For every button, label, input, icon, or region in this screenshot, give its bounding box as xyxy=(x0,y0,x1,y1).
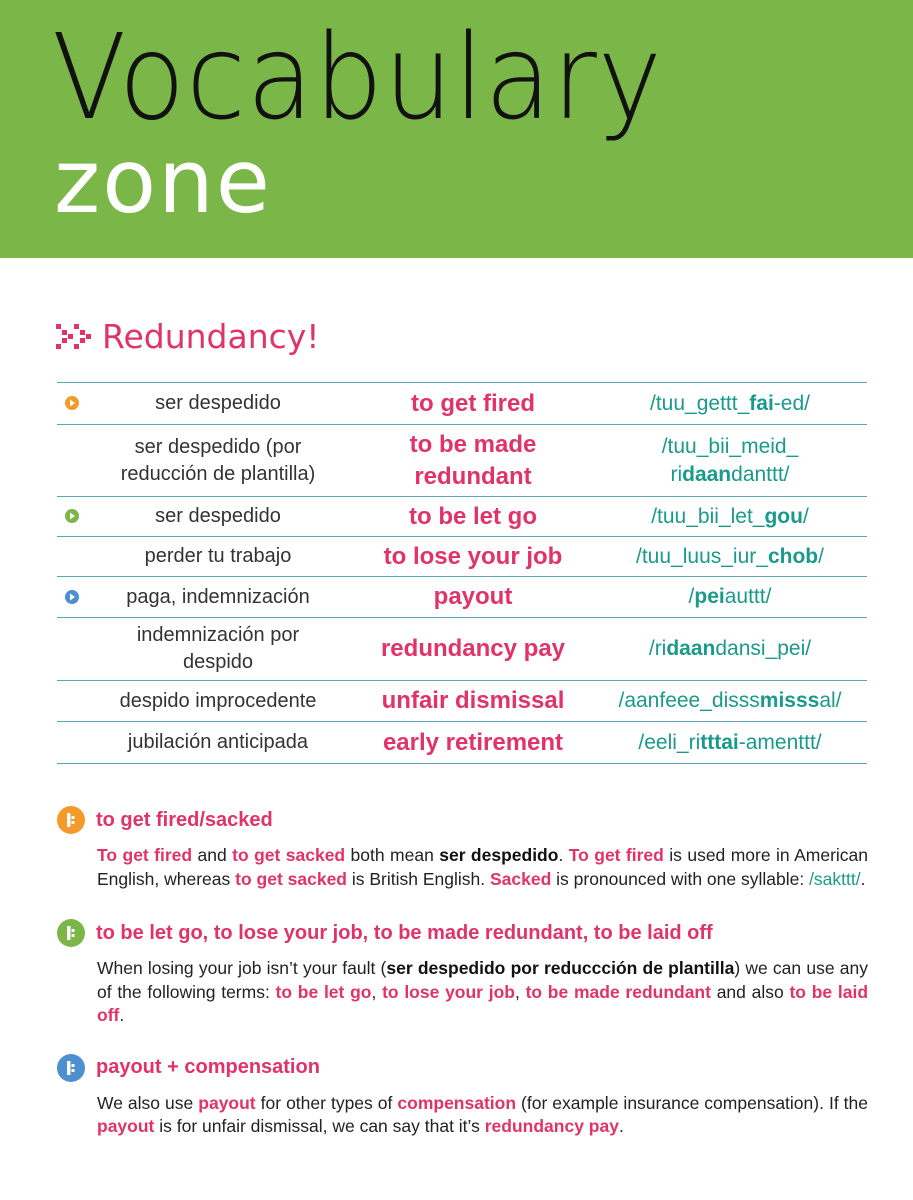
row-marker-cell xyxy=(57,618,83,681)
keyword: To get fired xyxy=(568,845,664,865)
section-title: Redundancy! xyxy=(102,316,320,356)
play-circle-icon xyxy=(64,508,80,524)
english-term xyxy=(353,618,593,681)
pronunciation-segment: /eeli_ri xyxy=(638,730,701,754)
spanish-term-line: jubilación anticipada xyxy=(127,731,309,753)
note-bullet-icon xyxy=(56,918,86,948)
vocab-row xyxy=(57,497,867,537)
row-marker-cell xyxy=(57,722,83,764)
pronunciation-segment: / xyxy=(818,544,824,568)
pronunciation xyxy=(593,681,867,722)
note-title: payout + compensation xyxy=(96,1056,320,1078)
text-segment: . xyxy=(119,1005,125,1025)
pronunciation-segment: / xyxy=(802,504,809,528)
pronunciation-segment: dansi_pei/ xyxy=(715,637,812,660)
spanish-term-line: indemnización por xyxy=(136,624,300,646)
stressed-syllable: fai xyxy=(749,391,774,415)
text-segment: and also xyxy=(710,981,790,1002)
pronunciation-segment: ri xyxy=(670,462,683,486)
note-header xyxy=(56,913,868,953)
text-segment: When losing your job isn’t your fault ( xyxy=(97,958,387,978)
note-bullet-icon xyxy=(56,1053,86,1083)
english-term xyxy=(353,425,593,497)
pronunciation-segment: danttt/ xyxy=(731,462,790,486)
keyword: Sacked xyxy=(489,868,552,889)
spanish-term xyxy=(83,722,353,764)
pronunciation-segment: /tuu_gettt_ xyxy=(650,391,750,415)
text-segment: both mean xyxy=(345,845,440,865)
spanish-term xyxy=(83,577,353,618)
row-marker-cell xyxy=(57,497,83,537)
pronunciation xyxy=(593,497,867,537)
text-segment: for other types of xyxy=(255,1092,398,1113)
row-marker-cell xyxy=(57,681,83,722)
pronunciation-segment: /ri xyxy=(648,637,667,660)
keyword: to be laid off xyxy=(97,981,869,1025)
note-body xyxy=(97,957,868,1028)
pronunciation-segment: -amenttt/ xyxy=(738,730,822,754)
spanish-term xyxy=(83,425,353,497)
keyword: redundancy pay xyxy=(484,1116,619,1136)
play-circle-icon xyxy=(64,395,80,411)
keyword: payout xyxy=(97,1116,155,1136)
text-segment: is pronounced with one syllable: xyxy=(551,868,810,889)
english-term-line: redundancy pay xyxy=(380,635,566,662)
spanish-term-line: perder tu trabajo xyxy=(144,545,292,567)
text-segment: . xyxy=(860,868,866,889)
text-segment: and xyxy=(192,845,233,865)
vocab-row xyxy=(57,537,867,577)
spanish-term xyxy=(83,537,353,577)
stressed-syllable: chob xyxy=(767,544,819,568)
banner-subtitle: zone xyxy=(54,130,272,233)
spanish-term-line: despido improcedente xyxy=(119,689,317,712)
row-marker-cell xyxy=(57,425,83,497)
text-segment: , xyxy=(371,981,383,1002)
pronunciation-segment: /tuu_bii_let_ xyxy=(651,504,765,528)
spanish-term xyxy=(83,497,353,537)
pronunciation-segment: -ed/ xyxy=(773,391,810,415)
pronunciation-inline: /sakttt/ xyxy=(809,868,861,889)
pronunciation-segment: /tuu_bii_meid_ xyxy=(661,434,799,458)
stressed-syllable: gou xyxy=(764,504,803,528)
spanish-translation: ser despedido por reduccción de plantilla xyxy=(386,958,735,978)
english-term xyxy=(353,722,593,764)
pronunciation xyxy=(593,383,867,425)
pronunciation-segment: /aanfeee_disss xyxy=(618,689,760,712)
note-block xyxy=(56,1048,868,1139)
spanish-term-line: reducción de plantilla) xyxy=(120,462,316,485)
vocab-row xyxy=(57,618,867,681)
spanish-term xyxy=(83,618,353,681)
spanish-term-line: ser despedido xyxy=(155,392,281,414)
spanish-term xyxy=(83,681,353,722)
english-term-line: payout xyxy=(433,583,513,610)
english-term-line: redundant xyxy=(414,462,532,490)
banner-title: Vocabulary xyxy=(52,8,663,146)
english-term-line: unfair dismissal xyxy=(381,687,565,714)
note-block xyxy=(56,800,868,891)
spanish-term-line: ser despedido (por xyxy=(134,435,302,458)
note-bullet-icon xyxy=(56,805,86,835)
pronunciation-segment: /tuu_luus_iur_ xyxy=(636,544,768,568)
note-title: to get fired/sacked xyxy=(96,808,273,831)
keyword: to be made redundant xyxy=(525,981,711,1002)
keyword: to lose your job xyxy=(382,981,515,1002)
row-marker-cell xyxy=(57,577,83,618)
double-chevron-icon xyxy=(56,321,94,351)
note-header xyxy=(56,800,868,840)
english-term xyxy=(353,681,593,722)
text-segment: is for unfair dismissal, we can say that it’s xyxy=(154,1116,485,1136)
spanish-translation: ser despedido xyxy=(439,845,559,865)
note-title: to be let go, to lose your job, to be made redundant, to be laid off xyxy=(96,921,713,944)
spanish-term xyxy=(83,383,353,425)
english-term-line: to lose your job xyxy=(383,542,563,570)
header-banner xyxy=(0,0,913,258)
text-segment: is British English. xyxy=(347,868,490,889)
pronunciation xyxy=(593,577,867,618)
pronunciation xyxy=(593,722,867,764)
english-term xyxy=(353,497,593,537)
spanish-term-line: ser despedido xyxy=(155,505,281,527)
english-term xyxy=(353,537,593,577)
spanish-term-line: despido xyxy=(182,651,254,673)
keyword: payout xyxy=(198,1092,256,1113)
vocab-row xyxy=(57,681,867,722)
stressed-syllable: misss xyxy=(759,689,820,712)
note-body xyxy=(97,1092,868,1139)
row-marker-cell xyxy=(57,383,83,425)
pronunciation xyxy=(593,618,867,681)
vocab-row xyxy=(57,577,867,618)
play-circle-icon xyxy=(64,589,80,605)
text-segment: (for example insurance compensation). If the xyxy=(516,1092,869,1113)
stressed-syllable: tttai xyxy=(700,730,739,754)
keyword: to get sacked xyxy=(235,868,347,889)
vocab-row xyxy=(57,383,867,425)
text-segment: We also use xyxy=(97,1092,199,1113)
pronunciation-segment: al/ xyxy=(819,689,842,712)
text-segment: . xyxy=(558,845,569,865)
english-term-line: to be made xyxy=(409,430,537,458)
english-term xyxy=(353,383,593,425)
spanish-term-line: paga, indemnización xyxy=(126,585,310,608)
pronunciation-segment: auttt/ xyxy=(724,585,772,608)
pronunciation xyxy=(593,425,867,497)
text-segment: , xyxy=(514,981,526,1002)
stressed-syllable: daan xyxy=(682,462,732,486)
english-term xyxy=(353,577,593,618)
english-term-line: to be let go xyxy=(409,502,537,530)
section-header xyxy=(56,312,320,360)
text-segment: ) we can use any of the following terms: xyxy=(97,958,868,1002)
vocabulary-table xyxy=(57,382,867,764)
note-header xyxy=(56,1048,868,1088)
pronunciation xyxy=(593,537,867,577)
english-term-line: to get fired xyxy=(411,389,535,417)
keyword: to get sacked xyxy=(232,845,346,865)
note-body xyxy=(97,844,868,891)
vocab-row xyxy=(57,425,867,497)
keyword: compensation xyxy=(397,1092,517,1113)
note-block xyxy=(56,913,868,1028)
row-marker-cell xyxy=(57,537,83,577)
stressed-syllable: pei xyxy=(694,585,725,608)
english-term-line: early retirement xyxy=(382,728,564,756)
stressed-syllable: daan xyxy=(666,637,716,660)
keyword: To get fired xyxy=(97,845,193,865)
vocab-row xyxy=(57,722,867,764)
pronunciation-segment: / xyxy=(688,585,695,608)
notes-section xyxy=(56,800,868,1139)
text-segment: . xyxy=(618,1116,624,1136)
keyword: to be let go xyxy=(275,981,372,1002)
text-segment: is used more in American English, whereas xyxy=(97,845,868,889)
